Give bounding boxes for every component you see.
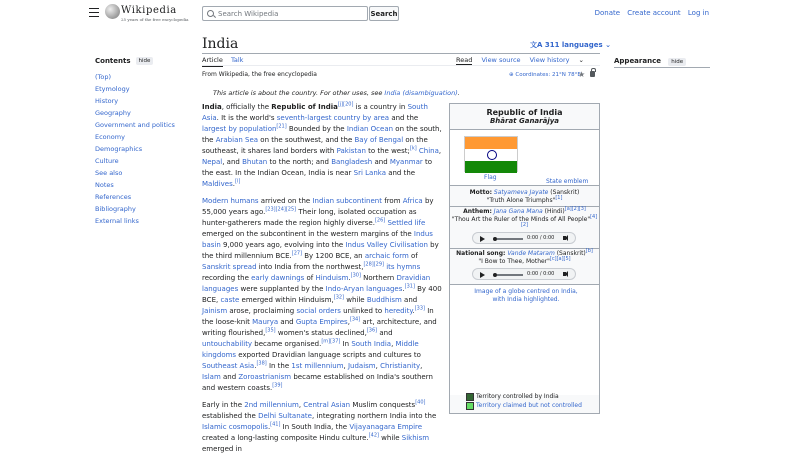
- article-link[interactable]: largest by population: [202, 125, 277, 133]
- search-icon: [207, 10, 214, 17]
- national-song-link[interactable]: Vande Mataram: [507, 250, 555, 257]
- play-icon[interactable]: [480, 236, 485, 242]
- search-box: [202, 6, 368, 21]
- logo-tagline: 25 years of the free encyclopedia: [121, 17, 189, 22]
- article-link[interactable]: Sikhism: [401, 434, 430, 442]
- national-song-row: [450, 250, 599, 266]
- anthem-refs[interactable]: [a][2][3]: [564, 206, 586, 212]
- body-text-run: arrived on the: [258, 197, 313, 205]
- motto-translation: "Truth Alone Triumphs": [486, 197, 556, 204]
- body-text-run: ,: [391, 340, 396, 348]
- view-tabs: [449, 56, 584, 64]
- body-text-run: ,: [420, 362, 423, 370]
- body-text-run: and: [372, 158, 390, 166]
- search-input[interactable]: [218, 8, 363, 19]
- body-text-run: recording the: [202, 274, 252, 282]
- citation-ref[interactable]: [j][20]: [337, 101, 354, 108]
- toc-item[interactable]: Demographics: [95, 145, 143, 153]
- infobox-title: Republic of India: [486, 108, 563, 117]
- toc-item[interactable]: (Top): [95, 73, 112, 81]
- body-text-run: and: [220, 373, 239, 381]
- body-text-run: unlinked to: [340, 307, 385, 315]
- body-text-run: of: [304, 274, 316, 282]
- body-text-run: In South India, the: [280, 423, 350, 431]
- article-link[interactable]: Settled life: [387, 219, 426, 227]
- volume-icon[interactable]: [563, 236, 566, 240]
- article-link[interactable]: Indo-Aryan languages: [325, 285, 403, 293]
- body-text-run: .: [348, 274, 351, 282]
- body-text-run: and: [377, 329, 393, 337]
- emblem-caption-link[interactable]: State emblem: [546, 178, 589, 185]
- article-link[interactable]: 2nd millennium: [244, 401, 299, 409]
- national-song-ref[interactable]: [b]: [585, 248, 593, 254]
- body-text-run: .: [402, 285, 405, 293]
- legend-swatch-claimed: [466, 402, 474, 410]
- namespace-tabs: [202, 56, 249, 64]
- toc-item[interactable]: References: [95, 193, 132, 201]
- article-link[interactable]: Jainism: [202, 307, 228, 315]
- article-link[interactable]: Modern humans: [202, 197, 259, 205]
- paragraph-history: [202, 196, 442, 394]
- anthem-translation: "Thou Art the Ruler of the Minds of All People": [451, 216, 591, 223]
- body-text-run: In the loose-knit: [202, 307, 434, 326]
- body-text-run: , and: [222, 158, 243, 166]
- article-link[interactable]: heredity: [384, 307, 413, 315]
- create-account-link[interactable]: Create account: [627, 9, 681, 17]
- article-link[interactable]: Nepal: [202, 158, 223, 166]
- citation-ref[interactable]: [33]: [414, 305, 425, 312]
- article-body: [202, 102, 442, 461]
- body-text-run: , integrating northern India into the: [311, 412, 437, 420]
- toc-item[interactable]: Geography: [95, 109, 131, 117]
- toc-item[interactable]: Government and politics: [95, 121, 175, 129]
- body-text-run: and: [278, 318, 296, 326]
- audio-time: 0:00 / 0:00: [527, 271, 555, 277]
- citation-ref[interactable]: [34]: [349, 316, 361, 323]
- body-text-run: ,: [375, 362, 381, 370]
- infobox-divider: [450, 248, 599, 249]
- ashoka-chakra-icon: [487, 150, 497, 160]
- body-text-run: Bounded by the: [286, 125, 347, 133]
- body-text-run: ,: [298, 401, 304, 409]
- infobox-native-name: Bhārat Ganarājya: [489, 117, 560, 125]
- globe-caption-link[interactable]: Image of a globe centred on India, with India highlighted.: [474, 288, 578, 303]
- body-text-run: Muslim conquests: [350, 401, 416, 409]
- national-song-refs[interactable]: [c][a][5]: [549, 256, 571, 262]
- appearance-title: Appearance: [614, 57, 661, 65]
- article-link[interactable]: Christianity: [380, 362, 421, 370]
- citation-ref[interactable]: [36]: [366, 327, 378, 334]
- body-text-run: ,: [438, 147, 442, 155]
- body-text-run: created a long-lasting composite Hindu culture.: [202, 434, 369, 442]
- body-text-run: ,: [343, 362, 348, 370]
- tab-article[interactable]: Article: [202, 56, 223, 67]
- body-text-run: By 1200 BCE, an: [302, 252, 365, 260]
- article-link[interactable]: untouchability: [202, 340, 253, 348]
- bold-text: Republic of India: [271, 103, 338, 111]
- national-song-audio-player[interactable]: [472, 268, 576, 280]
- disambiguation-link[interactable]: India (disambiguation): [384, 89, 458, 97]
- body-text-run: art, architecture, and writing flourished,: [202, 318, 437, 337]
- body-text-run: and the: [389, 114, 419, 122]
- hatnote: [213, 89, 460, 97]
- legend-claimed: [466, 402, 582, 410]
- language-button[interactable]: [530, 40, 611, 50]
- body-text-run: became organised.: [252, 340, 322, 348]
- body-text-run: Northern: [360, 274, 397, 282]
- tab-talk[interactable]: Talk: [230, 56, 244, 64]
- citation-ref[interactable]: [38]: [256, 360, 267, 367]
- motto-language: (Sanskrit): [550, 189, 580, 196]
- body-text-run: became established on India's southern and western coasts.: [202, 373, 433, 392]
- article-link[interactable]: Vijayanagara Empire: [349, 423, 423, 431]
- body-text-run: emerged in: [202, 445, 242, 453]
- globe-small-icon: ⊕: [509, 72, 516, 78]
- anthem-label: Anthem:: [463, 208, 492, 215]
- article-link[interactable]: China: [418, 147, 439, 155]
- anthem-ref2[interactable]: [4][2]: [520, 214, 598, 228]
- motto-link[interactable]: Satyameva Jayate: [493, 189, 549, 196]
- body-text-run: . It is the world's: [216, 114, 277, 122]
- body-text-run: from: [382, 197, 403, 205]
- site-subtitle: From Wikipedia, the free encyclopedia: [202, 71, 317, 78]
- article-link[interactable]: Bhutan: [242, 158, 268, 166]
- article-link[interactable]: Hinduism: [315, 274, 349, 282]
- citation-ref[interactable]: [30]: [350, 272, 361, 279]
- body-text-run: were supplanted by the: [238, 285, 326, 293]
- citation-ref[interactable]: [m][37]: [321, 338, 341, 345]
- motto-ref[interactable]: [1]: [555, 195, 563, 201]
- body-text-run: while: [378, 434, 402, 442]
- article-link[interactable]: Indian Ocean: [346, 125, 394, 133]
- anthem-link[interactable]: Jana Gana Mana: [493, 208, 543, 215]
- appearance-divider: [614, 67, 710, 68]
- chevron-down-icon: ⌄: [602, 41, 611, 49]
- table-of-contents: [95, 57, 195, 227]
- body-text-run: .: [412, 307, 415, 315]
- site-header: [0, 0, 800, 30]
- seek-track[interactable]: [497, 238, 523, 240]
- body-text-run: .: [232, 180, 235, 188]
- appearance-panel: [614, 57, 686, 65]
- article-link[interactable]: early dawnings: [251, 274, 305, 282]
- anthem-audio-player[interactable]: [472, 232, 576, 244]
- article-link[interactable]: Sanskrit: [202, 263, 231, 271]
- donate-link[interactable]: Donate: [594, 9, 621, 17]
- article-link[interactable]: South Asia: [202, 103, 428, 122]
- paragraph-lead: [202, 102, 442, 190]
- article-link[interactable]: its hymns: [386, 263, 421, 271]
- body-text-run: and: [401, 296, 418, 304]
- citation-ref[interactable]: [l]: [235, 178, 241, 185]
- body-text-run: emerged within Hinduism,: [239, 296, 334, 304]
- citation-ref[interactable]: [k]: [409, 145, 417, 152]
- search-button[interactable]: Search: [369, 6, 399, 21]
- citation-ref[interactable]: [41]: [270, 421, 281, 428]
- body-text-run: by 55,000 years ago.: [202, 197, 434, 216]
- toc-item[interactable]: Culture: [95, 157, 119, 165]
- article-link[interactable]: Islam: [202, 373, 221, 381]
- article-link[interactable]: Africa: [402, 197, 423, 205]
- citation-ref[interactable]: [23][24][25]: [265, 206, 297, 213]
- article-link[interactable]: Gupta Empires: [295, 318, 348, 326]
- article-link[interactable]: Middle kingdoms: [202, 340, 419, 359]
- anthem-row: [450, 208, 599, 232]
- flag-caption-link[interactable]: Flag: [484, 174, 497, 181]
- toc-item[interactable]: See also: [95, 169, 123, 177]
- volume-icon[interactable]: [563, 272, 566, 276]
- legend-label-claimed[interactable]: Territory claimed but not controlled: [476, 402, 582, 409]
- article-link[interactable]: Judaism: [347, 362, 376, 370]
- article-link[interactable]: Myanmar: [389, 158, 423, 166]
- national-song-language: (Sanskrit): [556, 250, 586, 257]
- logo-wordmark[interactable]: Wikipedia: [121, 5, 177, 16]
- citation-ref[interactable]: [40]: [415, 399, 426, 406]
- body-text-run: to the east. In the Indian Ocean, India is near: [202, 158, 433, 177]
- article-link[interactable]: Islamic cosmopolis: [202, 423, 268, 431]
- national-song-translation: "I Bow to Thee, Mother": [478, 258, 550, 265]
- citation-ref[interactable]: [21]: [276, 123, 287, 130]
- citation-ref[interactable]: [27]: [291, 250, 303, 257]
- article-link[interactable]: archaic form: [364, 252, 409, 260]
- article-link[interactable]: Indian subcontinent: [312, 197, 382, 205]
- motto-row: [450, 189, 599, 205]
- page-title: India: [202, 36, 239, 52]
- body-text-run: on the southwest, and the: [258, 136, 355, 144]
- play-icon[interactable]: [480, 272, 485, 278]
- body-text-run: to the west;: [365, 147, 410, 155]
- body-text-run: emerged on the subcontinent in the western margins of the: [202, 230, 414, 238]
- article-link[interactable]: Zoroastrianism: [238, 373, 292, 381]
- infobox: [449, 103, 600, 414]
- citation-ref[interactable]: [35]: [265, 327, 276, 334]
- toc-item[interactable]: Notes: [95, 181, 114, 189]
- body-text-run: .: [254, 362, 257, 370]
- body-text-run: arose, proclaiming: [227, 307, 297, 315]
- body-text-run: .: [267, 423, 271, 431]
- flag-emblem-panel: [450, 129, 599, 186]
- translate-icon: 文A: [530, 41, 545, 49]
- body-text-run: exported Dravidian language scripts and cultures to: [236, 351, 421, 359]
- flag-image[interactable]: [464, 136, 518, 172]
- article-link[interactable]: Arabian Sea: [215, 136, 259, 144]
- body-text-run: In: [340, 340, 352, 348]
- citation-ref[interactable]: [26]: [374, 217, 386, 224]
- motto-label: Motto:: [469, 189, 492, 196]
- article-link[interactable]: Bangladesh: [331, 158, 373, 166]
- article-link[interactable]: spread: [232, 263, 257, 271]
- toc-hide-button[interactable]: hide: [136, 57, 154, 65]
- article-link[interactable]: social orders: [296, 307, 341, 315]
- body-text-run: to the north; and: [267, 158, 332, 166]
- toc-list: [95, 71, 195, 227]
- tab-view-history[interactable]: View history: [529, 56, 570, 64]
- hatnote-end: .: [457, 89, 460, 97]
- body-text-run: Their long, isolated occupation as hunter-gatherers made the region highly diverse.: [202, 208, 417, 227]
- body-text-run: women's status declined,: [275, 329, 367, 337]
- article-link[interactable]: Southeast Asia: [202, 362, 255, 370]
- article-link[interactable]: South India: [351, 340, 392, 348]
- coordinates-link[interactable]: [509, 72, 581, 78]
- article-link[interactable]: Delhi Sultanate: [258, 412, 312, 420]
- body-text-run: by the third millennium BCE.: [202, 241, 439, 260]
- body-text-run: ,: [347, 318, 350, 326]
- body-text-run: By 400 BCE,: [202, 285, 442, 304]
- featured-star-icon[interactable]: ★: [578, 70, 586, 79]
- citation-ref[interactable]: [31]: [404, 283, 415, 290]
- tab-view-source[interactable]: View source: [481, 56, 521, 64]
- body-text-run: on the south, the: [202, 125, 442, 144]
- article-link[interactable]: Indus basin: [202, 230, 433, 249]
- tab-read[interactable]: Read: [456, 56, 473, 64]
- toc-item[interactable]: Bibliography: [95, 205, 136, 213]
- legend-swatch-controlled: [466, 393, 474, 401]
- toc-item[interactable]: Etymology: [95, 85, 130, 93]
- more-chevron-icon[interactable]: ⌄: [578, 56, 584, 64]
- seek-track[interactable]: [497, 274, 523, 276]
- lock-icon[interactable]: [590, 71, 595, 77]
- national-song-label: National song:: [456, 250, 506, 257]
- log-in-link[interactable]: Log in: [687, 9, 709, 17]
- language-count: 311 languages: [544, 41, 603, 49]
- body-text-run: of: [408, 252, 418, 260]
- article-link[interactable]: Maurya: [252, 318, 279, 326]
- body-text-run: while: [344, 296, 367, 304]
- appearance-hide-button[interactable]: hide: [668, 58, 686, 66]
- wikipedia-globe-icon[interactable]: [105, 4, 120, 19]
- toc-title: Contents: [95, 57, 131, 65]
- article-link[interactable]: Buddhism: [366, 296, 402, 304]
- coordinates-text: Coordinates: 21°N 78°E: [515, 72, 581, 78]
- citation-ref[interactable]: [39]: [272, 382, 283, 389]
- citation-ref[interactable]: [28][29]: [363, 261, 384, 268]
- legend-label-controlled: Territory controlled by India: [476, 393, 559, 400]
- article-link[interactable]: Sri Lanka: [353, 169, 386, 177]
- toc-item[interactable]: Economy: [95, 133, 125, 141]
- hatnote-text: This article is about the country. For other uses, see: [213, 89, 385, 97]
- anthem-language: (Hindi): [544, 208, 565, 215]
- body-text-run: into India from the northwest,: [256, 263, 364, 271]
- article-link[interactable]: caste: [220, 296, 240, 304]
- article-link[interactable]: Dravidian languages: [202, 274, 431, 293]
- legend-controlled: [466, 393, 559, 401]
- article-link[interactable]: Central Asian: [303, 401, 351, 409]
- user-links: [590, 9, 709, 17]
- body-text-run: on the southeast, it shares land borders with: [202, 136, 428, 155]
- citation-ref[interactable]: [42]: [368, 432, 379, 439]
- bold-text: India: [202, 103, 222, 111]
- toc-item[interactable]: History: [95, 97, 119, 105]
- citation-ref[interactable]: [32]: [333, 294, 345, 301]
- article-link[interactable]: seventh-largest country by area: [276, 114, 390, 122]
- article-link[interactable]: Indus Valley Civilisation: [345, 241, 428, 249]
- article-link[interactable]: 1st millennium: [291, 362, 344, 370]
- body-text-run: is a country in: [353, 103, 408, 111]
- body-text-run: and the: [385, 169, 416, 177]
- audio-time: 0:00 / 0:00: [527, 235, 555, 241]
- body-text-run: Early in the: [202, 401, 245, 409]
- title-divider: [202, 53, 600, 54]
- main-menu-icon[interactable]: [89, 8, 99, 17]
- body-text-run: established the: [202, 412, 259, 420]
- article-link[interactable]: Bay of Bengal: [354, 136, 404, 144]
- article-link[interactable]: Maldives: [202, 180, 233, 188]
- body-text-run: In the: [266, 362, 292, 370]
- article-link[interactable]: Pakistan: [336, 147, 366, 155]
- body-text-run: 9,000 years ago, evolving into the: [220, 241, 346, 249]
- paragraph-medieval: [202, 400, 442, 455]
- body-text-run: , officially the: [221, 103, 272, 111]
- tabs-divider: [202, 65, 600, 66]
- toc-item[interactable]: External links: [95, 217, 139, 225]
